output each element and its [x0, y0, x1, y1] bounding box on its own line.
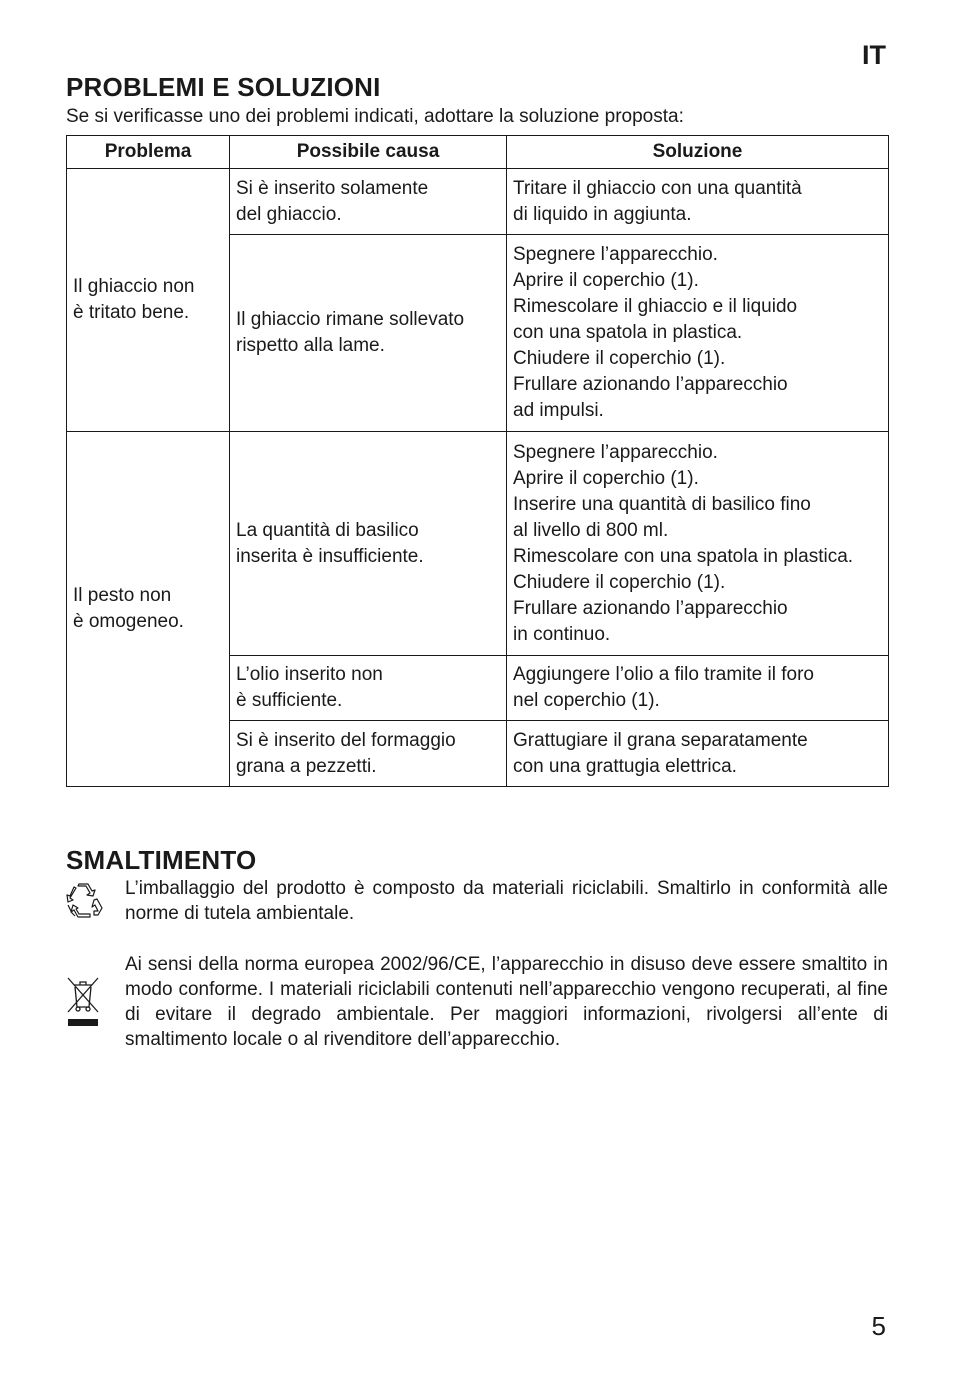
- solution-cell: [507, 432, 889, 656]
- solution-line: Frullare azionando l’apparecchio: [513, 374, 788, 395]
- table-row: [67, 432, 889, 656]
- crossed-bin-icon: [65, 975, 101, 1029]
- troubleshooting-table: [66, 135, 889, 787]
- table-header-row: [67, 136, 889, 169]
- solution-cell: [507, 235, 889, 432]
- cause-cell: [230, 721, 507, 787]
- solution-cell: [507, 721, 889, 787]
- table-row: [67, 169, 889, 235]
- cause-cell: [230, 169, 507, 235]
- solution-line: al livello di 800 ml.: [513, 519, 669, 541]
- solution-cell: [507, 169, 889, 235]
- problem-cell: [67, 169, 230, 432]
- solution-line: ad impulsi.: [513, 400, 604, 421]
- solution-line: Inserire una quantità di basilico fino: [513, 493, 811, 515]
- solution-line: Grattugiare il grana separatamente: [513, 729, 808, 751]
- page-number: 5: [871, 1311, 886, 1341]
- cause-cell: [230, 235, 507, 432]
- problem-line: è omogeneo.: [73, 611, 184, 632]
- solution-line: Aprire il coperchio (1).: [513, 467, 699, 489]
- packaging-disposal-text: L’imballaggio del prodotto è composto da materiali riciclabili. Smaltirlo in conformità alle norme di tutela ambientale.: [125, 878, 888, 924]
- problem-line: Il pesto non: [73, 585, 172, 606]
- cause-line: Si è inserito del formaggio: [236, 729, 456, 751]
- section-title-problems: PROBLEMI E SOLUZIONI: [66, 72, 381, 102]
- appliance-disposal-text: Ai sensi della norma europea 2002/96/CE, l’apparecchio in disuso deve essere smaltito in modo conforme. I materiali riciclabili contenuti nell’apparecchio vengono recuperati, al fine di evitare il degrado ambientale. Per maggiori informazioni, rivolgersi all’ente di smaltimento locale o al rivenditore dell’apparecchio.: [125, 954, 888, 1050]
- solution-line: Aprire il coperchio (1).: [513, 270, 699, 291]
- solution-cell: [507, 656, 889, 721]
- problem-line: Il ghiaccio non: [73, 276, 195, 297]
- section-intro: Se si verificasse uno dei problemi indicati, adottare la soluzione proposta:: [66, 106, 684, 127]
- cause-cell: [230, 432, 507, 656]
- cause-line: La quantità di basilico: [236, 519, 419, 541]
- header-problem: Problema: [67, 136, 230, 169]
- language-tag: IT: [862, 40, 886, 70]
- cause-line: grana a pezzetti.: [236, 755, 377, 777]
- cause-line: del ghiaccio.: [236, 203, 342, 225]
- solution-line: Aggiungere l’olio a filo tramite il foro: [513, 664, 814, 685]
- cause-line: rispetto alla lame.: [236, 335, 385, 356]
- header-solution: Soluzione: [507, 136, 889, 169]
- solution-line: Rimescolare con una spatola in plastica.: [513, 545, 854, 567]
- solution-line: Chiudere il coperchio (1).: [513, 571, 726, 593]
- solution-line: nel coperchio (1).: [513, 690, 660, 711]
- table-body: [67, 169, 889, 787]
- solution-line: Chiudere il coperchio (1).: [513, 348, 726, 369]
- problem-cell: [67, 432, 230, 787]
- cause-line: inserita è insufficiente.: [236, 545, 424, 567]
- recycle-icon: [64, 880, 106, 922]
- cause-line: Si è inserito solamente: [236, 177, 429, 199]
- cause-line: è sufficiente.: [236, 690, 343, 711]
- solution-line: Rimescolare il ghiaccio e il liquido: [513, 296, 798, 317]
- solution-line: in continuo.: [513, 623, 611, 645]
- cause-line: Il ghiaccio rimane sollevato: [236, 309, 465, 330]
- solution-line: di liquido in aggiunta.: [513, 203, 692, 225]
- solution-line: Frullare azionando l’apparecchio: [513, 597, 788, 619]
- solution-line: con una spatola in plastica.: [513, 322, 743, 343]
- cause-cell: [230, 656, 507, 721]
- problem-line: è tritato bene.: [73, 302, 190, 323]
- solution-line: Spegnere l’apparecchio.: [513, 441, 718, 463]
- solution-line: con una grattugia elettrica.: [513, 755, 737, 777]
- section-title-disposal: SMALTIMENTO: [66, 845, 257, 875]
- solution-line: Tritare il ghiaccio con una quantità: [513, 177, 802, 199]
- solution-line: Spegnere l’apparecchio.: [513, 244, 718, 265]
- header-cause: Possibile causa: [230, 136, 507, 169]
- cause-line: L’olio inserito non: [236, 664, 383, 685]
